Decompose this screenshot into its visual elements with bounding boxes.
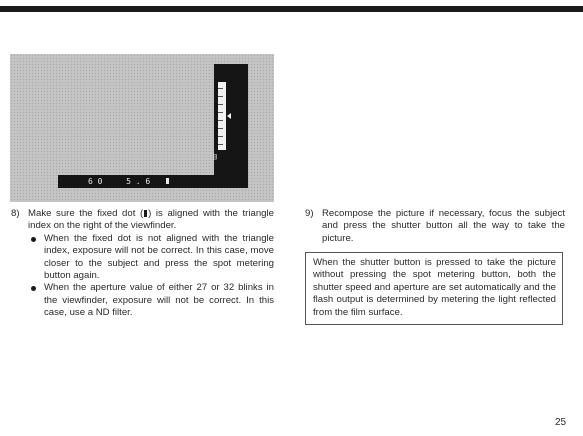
step-8-bullets xyxy=(28,233,274,320)
viewfinder-horizontal-display-bar xyxy=(58,175,248,188)
shutter-speed-readout: 6 0 xyxy=(88,177,103,186)
bullet-text: When the fixed dot is not aligned with the triangle index, exposure will not be correct. In this case, move closer to the subject and press the spot metering button again. xyxy=(44,232,274,282)
fixed-dot-icon xyxy=(144,210,147,217)
left-column xyxy=(11,208,274,320)
note-box: When the shutter button is pressed to take the picture without pressing the spot metering button, both the shutter speed and aperture are set automatically and the flash output is determined by metering the light reflected from the film surface. xyxy=(305,252,563,325)
step-9-number: 9) xyxy=(305,208,314,219)
exposure-scale xyxy=(218,82,226,150)
bullet-icon xyxy=(31,286,36,291)
viewfinder-illustration xyxy=(10,54,274,202)
top-rule xyxy=(0,6,583,12)
aperture-readout: 5 . 6 xyxy=(126,177,151,186)
flash-ready-icon xyxy=(166,178,169,184)
bullet-item xyxy=(28,282,274,319)
viewfinder-side-label: m xyxy=(211,154,218,161)
triangle-index-icon xyxy=(227,113,231,119)
step-8 xyxy=(11,208,274,320)
step-8-number: 8) xyxy=(11,208,20,219)
step-8-text-start: Make sure the fixed dot ( xyxy=(28,208,144,219)
viewfinder-readout xyxy=(88,175,150,188)
right-column xyxy=(305,208,565,245)
page-number: 25 xyxy=(555,417,567,428)
step-9 xyxy=(305,208,565,245)
step-9-text: Recompose the picture if necessary, focus the subject and press the shutter button all the way to take the picture. xyxy=(322,208,565,244)
bullet-item xyxy=(28,233,274,283)
bullet-icon xyxy=(31,237,36,242)
step-8-text-end: ) is aligned with the triangle index on the right of the viewfinder. xyxy=(28,208,274,232)
bullet-text: When the aperture value of either 27 or 32 blinks in the viewfinder, exposure will not be correct. In this case, use a ND filter. xyxy=(44,282,274,319)
